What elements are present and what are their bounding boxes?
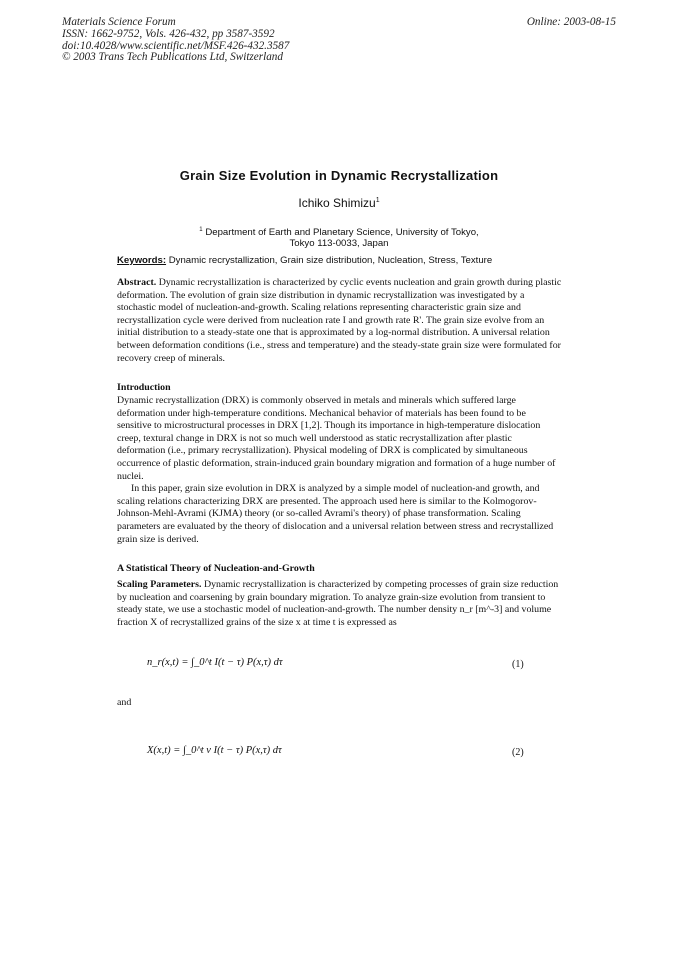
- statistical-body: [117, 579, 562, 629]
- abstract: [117, 277, 562, 365]
- equation-connector: and: [117, 697, 132, 708]
- equation-1-number: (1): [512, 659, 524, 670]
- subheading-scaling-parameters: Scaling Parameters.: [117, 579, 202, 590]
- doi-line: doi:10.4028/www.scientific.net/MSF.426-432.3587: [62, 39, 290, 52]
- equation-2-number: (2): [512, 747, 524, 758]
- section-heading-statistical-theory: A Statistical Theory of Nucleation-and-Growth: [117, 563, 315, 574]
- author-mark: 1: [375, 197, 380, 204]
- affiliation-mark: 1: [199, 227, 203, 233]
- copyright-line: © 2003 Trans Tech Publications Ltd, Switzerland: [62, 51, 283, 64]
- author-line: [0, 196, 678, 210]
- introduction-body: [117, 395, 562, 546]
- keywords-label: Keywords:: [117, 255, 167, 266]
- introduction-paragraph-1: Dynamic recrystallization (DRX) is commonly observed in metals and minerals which suffered large deformation under high-temperature conditions. Mechanical behavior of materials has been found to be sensitive to microstructural processes in DRX [1,2]. Though its importance in high-temperature dislocation creep, textural change in DRX is not so much well understood as static recrystallization after plastic deformation (i.e., primary recrystallization). Physical modeling of DRX is complicated by simultaneous occurrence of plastic deformation, strain-induced grain boundary migration and formation of a huge number of nuclei.: [117, 395, 556, 482]
- affiliation-line-2: Tokyo 113-0033, Japan: [289, 238, 389, 249]
- keywords: [117, 255, 567, 266]
- issn-line: ISSN: 1662-9752, Vols. 426-432, pp 3587-3592: [62, 27, 275, 40]
- online-date: Online: 2003-08-15: [526, 16, 616, 28]
- running-header: [62, 17, 289, 64]
- scaling-parameters-text: Dynamic recrystallization is characterized by competing processes of grain size reduction by nucleation and coarsening by grain boundary migration. To analyze grain-size evolution from transient to steady state, we use a stochastic model of nucleation-and-growth. The number density n_r [m^-3] and volume fraction X of recrystallized grains of the size x at time t is expressed as: [117, 579, 559, 628]
- equation-1: n_r(x,t) = ∫_0^t I(t − τ) P(x,τ) dτ: [147, 657, 283, 668]
- abstract-label: Abstract.: [117, 277, 157, 288]
- affiliation: [0, 225, 678, 249]
- affiliation-line-1: Department of Earth and Planetary Science, University of Tokyo,: [205, 227, 479, 238]
- paper-title: Grain Size Evolution in Dynamic Recrystallization: [179, 168, 499, 183]
- abstract-text: Dynamic recrystallization is characterized by cyclic events nucleation and grain growth during plastic deformation. The evolution of grain size distribution in dynamic recrystallization was investigated by a stochastic model of nucleation-and-growth. Scaling relations representing characteristic grain size and recrystallization cycle were derived from nucleation rate I and growth rate R'. The grain size evolve from an initial distribution to a steady-state one that is approximated by a log-normal distribution. A universal relation between deformation conditions (i.e., stress and temperature) and the steady-state grain size were formulated for recovery creep of minerals.: [117, 277, 562, 364]
- introduction-paragraph-2: In this paper, grain size evolution in DRX is analyzed by a simple model of nucleation-and growth, and scaling relations characterizing DRX are presented. The approach used here is similar to the Kolmogorov-Johnson-Mehl-Avrami (KJMA) theory (or so-called Avrami's theory) of phase transformation. Scaling parameters are evaluated by the theory of dislocation and a universal relation between stress and recrystallized grain size is derived.: [117, 483, 554, 545]
- author-name: Ichiko Shimizu: [298, 196, 376, 210]
- keywords-text: Dynamic recrystallization, Grain size distribution, Nucleation, Stress, Texture: [168, 255, 493, 266]
- journal-name: Materials Science Forum: [62, 16, 176, 28]
- equation-2: X(x,t) = ∫_0^t v I(t − τ) P(x,τ) dτ: [147, 745, 282, 756]
- section-heading-introduction: Introduction: [117, 382, 171, 393]
